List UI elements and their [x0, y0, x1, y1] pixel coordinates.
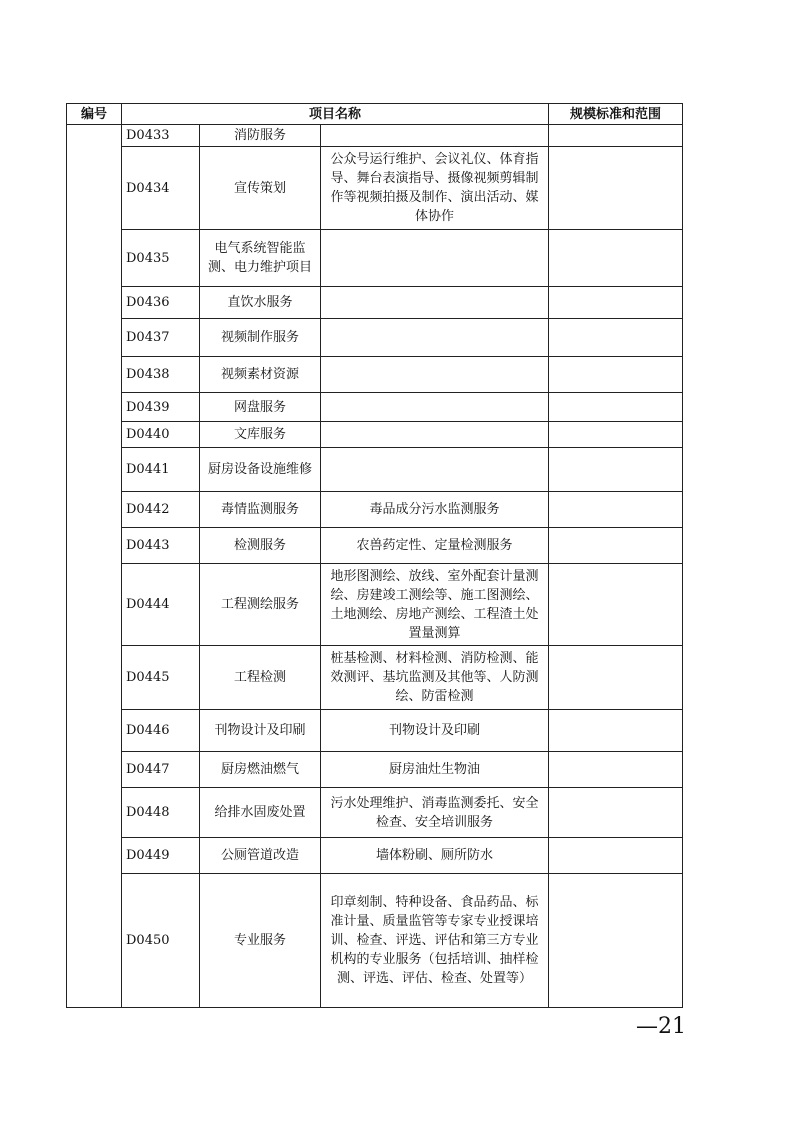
row-name: 消防服务 — [200, 125, 321, 147]
table-row — [67, 287, 683, 319]
row-name: 厨房燃油燃气 — [200, 752, 321, 788]
table-row — [67, 528, 683, 564]
row-desc: 厨房油灶生物油 — [321, 752, 549, 788]
row-name: 毒情监测服务 — [200, 492, 321, 528]
row-scale — [549, 319, 683, 357]
table-row — [67, 564, 683, 646]
table-row — [67, 319, 683, 357]
row-scale — [549, 788, 683, 838]
row-scale — [549, 564, 683, 646]
row-scale — [549, 357, 683, 393]
table-row — [67, 838, 683, 874]
category-cell — [67, 125, 122, 1008]
header-item-name: 项目名称 — [122, 104, 549, 125]
row-code: D0450 — [122, 874, 200, 1008]
row-name: 电气系统智能监测、电力维护项目 — [200, 230, 321, 287]
row-scale — [549, 147, 683, 230]
row-scale — [549, 710, 683, 752]
row-code: D0440 — [122, 422, 200, 448]
row-scale — [549, 230, 683, 287]
row-name: 网盘服务 — [200, 393, 321, 422]
row-desc: 毒品成分污水监测服务 — [321, 492, 549, 528]
row-code: D0442 — [122, 492, 200, 528]
table-row — [67, 393, 683, 422]
row-scale — [549, 874, 683, 1008]
row-scale — [549, 838, 683, 874]
header-code: 编号 — [67, 104, 122, 125]
row-desc — [321, 230, 549, 287]
row-desc — [321, 287, 549, 319]
row-name: 视频素材资源 — [200, 357, 321, 393]
row-desc: 桩基检测、材料检测、消防检测、能效测评、基坑监测及其他等、人防测绘、防雷检测 — [321, 646, 549, 710]
row-desc: 墙体粉刷、厕所防水 — [321, 838, 549, 874]
table-row — [67, 357, 683, 393]
table-header-row — [67, 104, 683, 125]
header-scale: 规模标准和范围 — [549, 104, 683, 125]
row-name: 视频制作服务 — [200, 319, 321, 357]
row-code: D0443 — [122, 528, 200, 564]
row-scale — [549, 646, 683, 710]
row-name: 给排水固废处置 — [200, 788, 321, 838]
table-row — [67, 752, 683, 788]
row-scale — [549, 752, 683, 788]
row-code: D0434 — [122, 147, 200, 230]
row-name: 文库服务 — [200, 422, 321, 448]
row-desc — [321, 319, 549, 357]
table-row — [67, 422, 683, 448]
row-desc: 农兽药定性、定量检测服务 — [321, 528, 549, 564]
row-desc: 污水处理维护、消毒监测委托、安全检查、安全培训服务 — [321, 788, 549, 838]
row-code: D0438 — [122, 357, 200, 393]
table-row — [67, 492, 683, 528]
row-desc — [321, 422, 549, 448]
row-name: 直饮水服务 — [200, 287, 321, 319]
row-name: 刊物设计及印刷 — [200, 710, 321, 752]
row-code: D0435 — [122, 230, 200, 287]
table-row — [67, 125, 683, 147]
row-scale — [549, 125, 683, 147]
row-name: 专业服务 — [200, 874, 321, 1008]
row-code: D0448 — [122, 788, 200, 838]
row-code: D0439 — [122, 393, 200, 422]
table-row — [67, 448, 683, 492]
row-name: 厨房设备设施维修 — [200, 448, 321, 492]
service-items-table — [66, 103, 683, 1008]
row-desc: 刊物设计及印刷 — [321, 710, 549, 752]
row-code: D0447 — [122, 752, 200, 788]
row-name: 宣传策划 — [200, 147, 321, 230]
row-name: 工程检测 — [200, 646, 321, 710]
row-code: D0446 — [122, 710, 200, 752]
table-row — [67, 646, 683, 710]
row-code: D0445 — [122, 646, 200, 710]
row-desc — [321, 448, 549, 492]
row-desc — [321, 125, 549, 147]
row-scale — [549, 393, 683, 422]
row-code: D0444 — [122, 564, 200, 646]
table-row — [67, 788, 683, 838]
row-name: 工程测绘服务 — [200, 564, 321, 646]
row-scale — [549, 287, 683, 319]
row-scale — [549, 528, 683, 564]
row-desc — [321, 393, 549, 422]
row-code: D0433 — [122, 125, 200, 147]
row-code: D0437 — [122, 319, 200, 357]
row-name: 检测服务 — [200, 528, 321, 564]
page-number: —21 — [636, 1014, 686, 1039]
row-code: D0436 — [122, 287, 200, 319]
row-scale — [549, 448, 683, 492]
row-desc — [321, 357, 549, 393]
row-name: 公厕管道改造 — [200, 838, 321, 874]
table-row — [67, 230, 683, 287]
table-row — [67, 874, 683, 1008]
row-desc: 公众号运行维护、会议礼仪、体育指导、舞台表演指导、摄像视频剪辑制作等视频拍摄及制作、演出活动、媒体协作 — [321, 147, 549, 230]
row-desc: 印章刻制、特种设备、食品药品、标准计量、质量监管等专家专业授课培训、检查、评选、评估和第三方专业机构的专业服务（包括培训、抽样检测、评选、评估、检查、处置等） — [321, 874, 549, 1008]
row-code: D0441 — [122, 448, 200, 492]
table-row — [67, 147, 683, 230]
row-scale — [549, 492, 683, 528]
row-code: D0449 — [122, 838, 200, 874]
row-desc: 地形图测绘、放线、室外配套计量测绘、房建竣工测绘等、施工图测绘、土地测绘、房地产测绘、工程渣土处置量测算 — [321, 564, 549, 646]
table-row — [67, 710, 683, 752]
row-scale — [549, 422, 683, 448]
